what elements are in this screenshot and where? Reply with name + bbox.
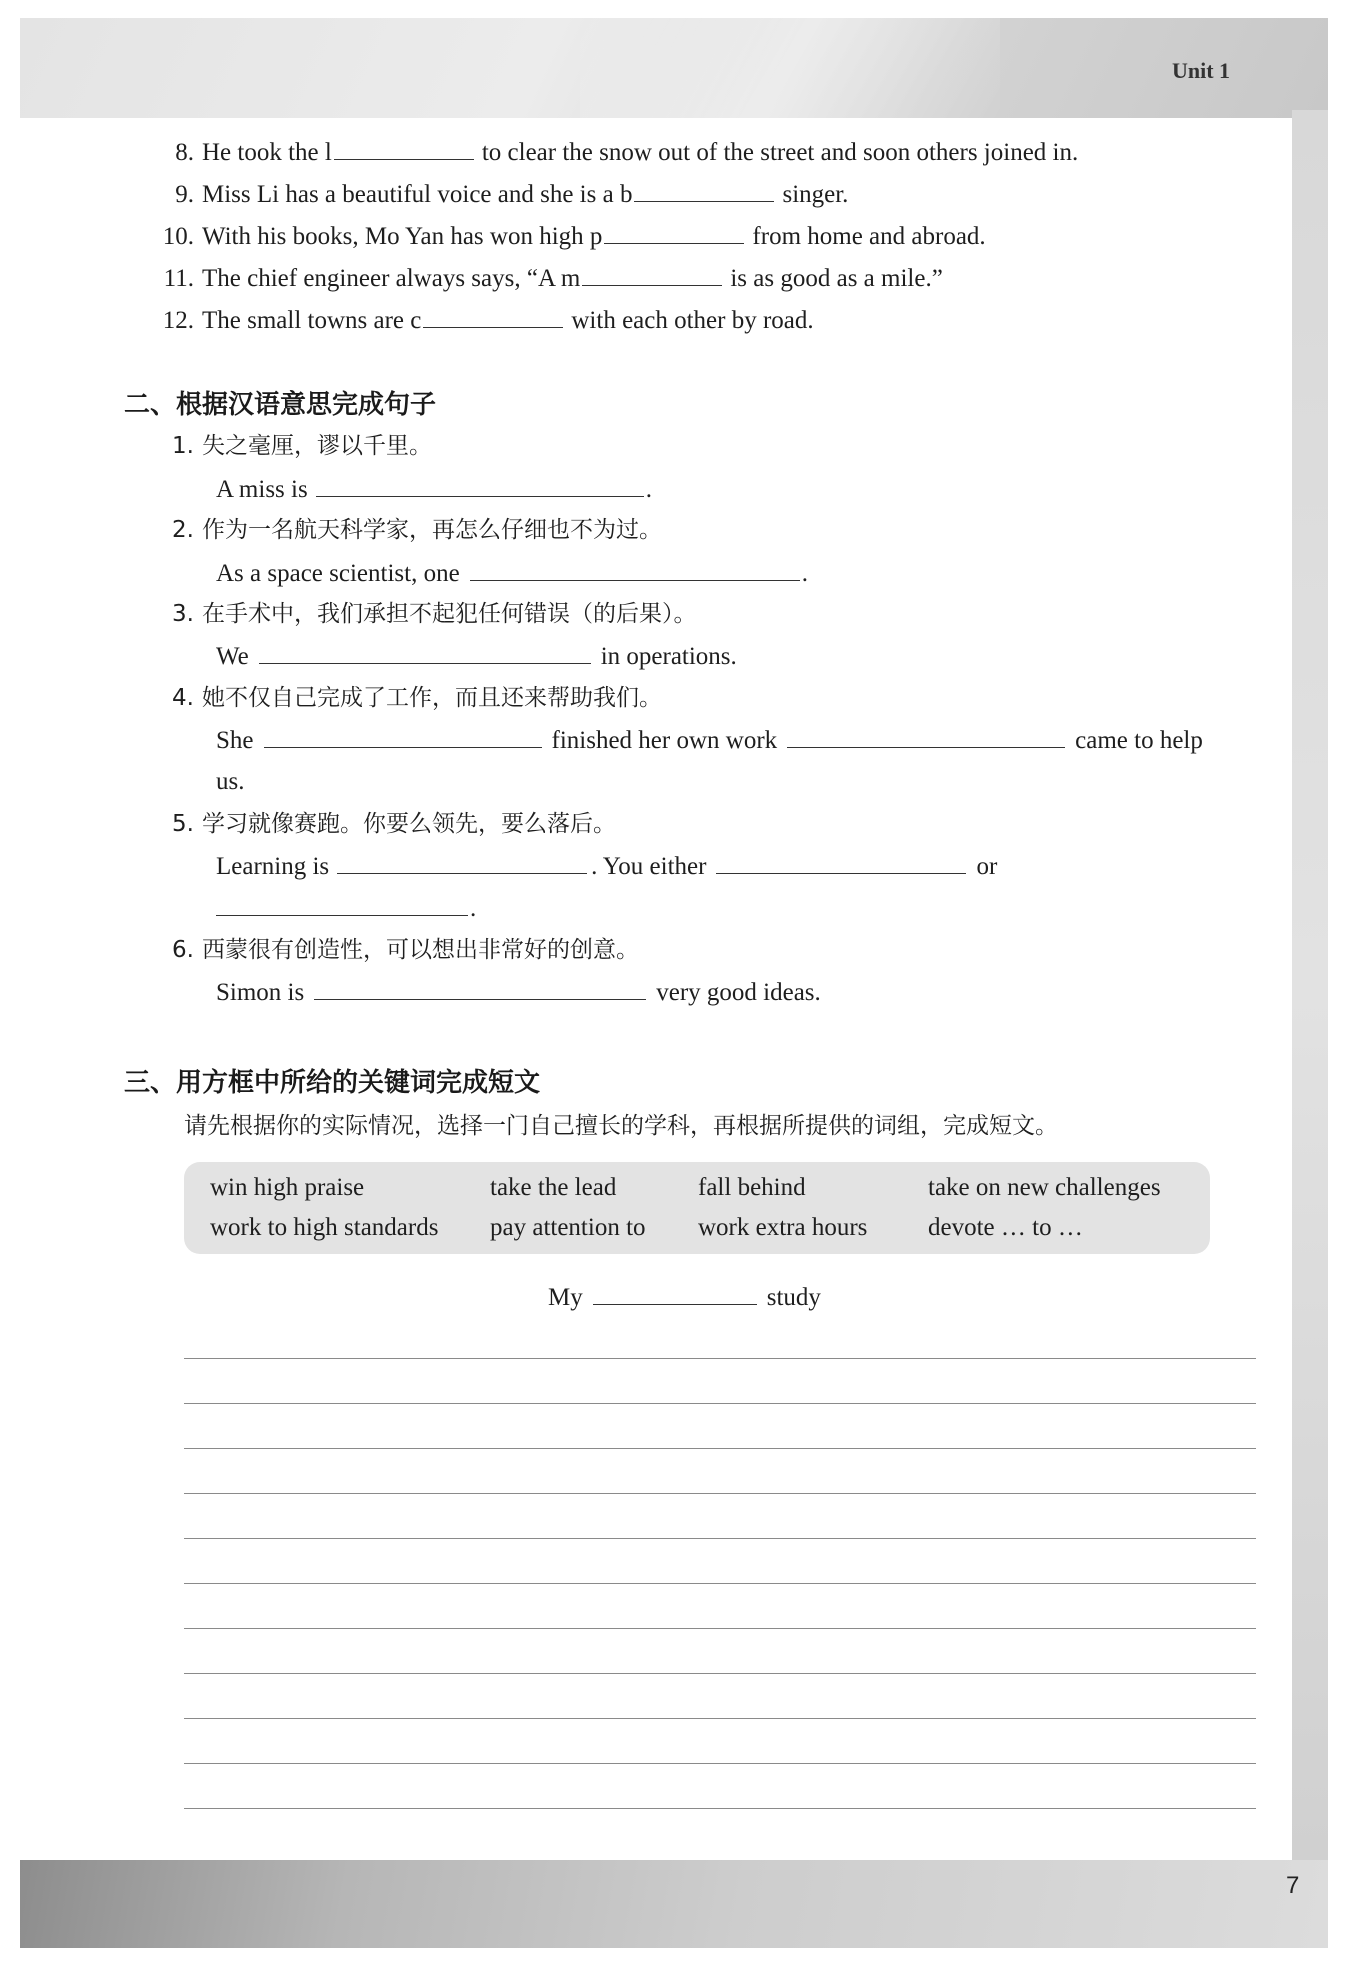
writing-line[interactable] (184, 1718, 1256, 1719)
fill-blank[interactable] (604, 221, 744, 244)
header-band (20, 18, 1328, 118)
section-3-instruction: 请先根据你的实际情况，选择一门自己擅长的学科，再根据所提供的词组，完成短文。 (184, 1113, 1058, 1139)
s2-item-5-english: Learning is . You either or (216, 853, 998, 880)
exercise-item-11: 11. The chief engineer always says, “A m is as good as a mile.” (163, 265, 943, 292)
s2-item-5-continuation: . (216, 893, 476, 924)
title-blank[interactable] (593, 1282, 757, 1305)
fill-blank[interactable] (334, 137, 474, 160)
writing-line[interactable] (184, 1538, 1256, 1539)
word-box-phrase: work extra hours (698, 1214, 868, 1241)
s2-item-4-continuation: us. (216, 768, 245, 795)
fill-blank[interactable] (216, 893, 468, 916)
writing-line[interactable] (184, 1358, 1256, 1359)
fill-blank[interactable] (787, 725, 1065, 748)
s2-item-5-chinese: 5. 学习就像赛跑。你要么领先，要么落后。 (172, 811, 616, 837)
word-box (184, 1162, 1210, 1254)
writing-line[interactable] (184, 1583, 1256, 1584)
word-box-phrase: fall behind (698, 1174, 806, 1201)
section-2-heading: 二、根据汉语意思完成句子 (124, 390, 437, 420)
fill-blank[interactable] (634, 179, 774, 202)
s2-item-4-english: She finished her own work came to help (216, 727, 1203, 754)
word-box-phrase: devote … to … (928, 1214, 1083, 1241)
s2-item-1-chinese: 1. 失之毫厘，谬以千里。 (172, 433, 432, 459)
fill-blank[interactable] (316, 474, 644, 497)
writing-line[interactable] (184, 1808, 1256, 1809)
essay-title: My study (548, 1284, 821, 1311)
section-3-heading: 三、用方框中所给的关键词完成短文 (124, 1068, 541, 1098)
exercise-item-9: 9. Miss Li has a beautiful voice and she is a b singer. (175, 181, 849, 208)
writing-line[interactable] (184, 1628, 1256, 1629)
word-box-phrase: pay attention to (490, 1214, 646, 1241)
exercise-item-12: 12. The small towns are c with each other by road. (162, 307, 814, 334)
footer-band (20, 1860, 1328, 1948)
s2-item-3-chinese: 3. 在手术中，我们承担不起犯任何错误（的后果）。 (172, 601, 697, 627)
writing-line[interactable] (184, 1493, 1256, 1494)
s2-item-2-english: As a space scientist, one . (216, 560, 808, 587)
s2-item-4-chinese: 4. 她不仅自己完成了工作，而且还来帮助我们。 (172, 685, 662, 711)
writing-line[interactable] (184, 1448, 1256, 1449)
fill-blank[interactable] (337, 851, 587, 874)
word-box-phrase: work to high standards (210, 1214, 439, 1241)
word-box-phrase: take the lead (490, 1174, 617, 1201)
fill-blank[interactable] (259, 641, 591, 664)
fill-blank[interactable] (314, 977, 646, 1000)
fill-blank[interactable] (716, 851, 966, 874)
fill-blank[interactable] (423, 305, 563, 328)
writing-line[interactable] (184, 1763, 1256, 1764)
fill-blank[interactable] (582, 263, 722, 286)
exercise-item-10: 10. With his books, Mo Yan has won high p from home and abroad. (162, 223, 986, 250)
s2-item-6-chinese: 6. 西蒙很有创造性，可以想出非常好的创意。 (172, 937, 639, 963)
word-box-phrase: take on new challenges (928, 1174, 1161, 1201)
s2-item-1-english: A miss is . (216, 476, 652, 503)
fill-blank[interactable] (264, 725, 542, 748)
exercise-item-8: 8. He took the l to clear the snow out of the street and soon others joined in. (175, 139, 1079, 166)
side-strip (1292, 110, 1328, 1860)
writing-line[interactable] (184, 1673, 1256, 1674)
page-number: 7 (1286, 1872, 1300, 1899)
writing-line[interactable] (184, 1403, 1256, 1404)
unit-label: Unit 1 (1172, 58, 1231, 83)
s2-item-3-english: We in operations. (216, 643, 737, 670)
s2-item-2-chinese: 2. 作为一名航天科学家，再怎么仔细也不为过。 (172, 517, 662, 543)
word-box-phrase: win high praise (210, 1174, 365, 1201)
fill-blank[interactable] (470, 558, 800, 581)
s2-item-6-english: Simon is very good ideas. (216, 979, 821, 1006)
